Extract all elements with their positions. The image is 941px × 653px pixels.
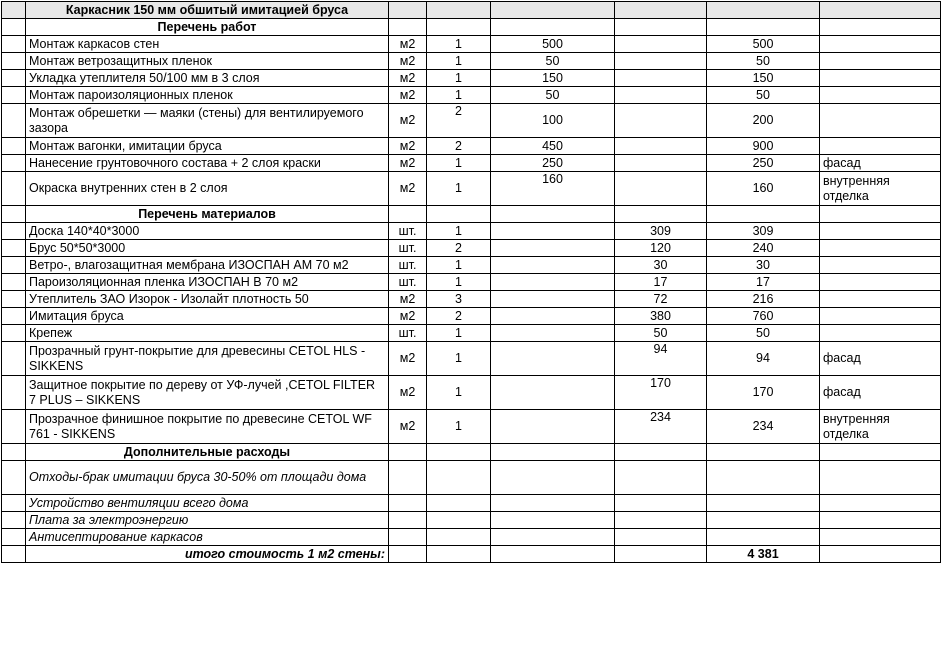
cell[interactable]	[2, 206, 26, 223]
works-row	[2, 70, 941, 87]
materials-name[interactable]: Прозрачное финишное покрытие по древесине CETOL WF 761 - SIKKENS	[26, 410, 389, 444]
cell[interactable]	[491, 342, 615, 376]
cell[interactable]	[491, 291, 615, 308]
materials-qty[interactable]: 2	[427, 240, 491, 257]
works-unit[interactable]: м2	[389, 70, 427, 87]
materials-total[interactable]: 240	[707, 240, 820, 257]
materials-price[interactable]: 120	[615, 240, 707, 257]
works-row	[2, 53, 941, 70]
works-unit[interactable]: м2	[389, 87, 427, 104]
cell[interactable]	[707, 19, 820, 36]
cell[interactable]	[2, 308, 26, 325]
materials-name[interactable]: Брус 50*50*3000	[26, 240, 389, 257]
extra-row	[2, 529, 941, 546]
cell[interactable]	[2, 257, 26, 274]
materials-row	[2, 274, 941, 291]
cell[interactable]	[491, 223, 615, 240]
materials-price[interactable]: 30	[615, 257, 707, 274]
works-unit[interactable]: м2	[389, 155, 427, 172]
works-note[interactable]	[820, 36, 941, 53]
cell[interactable]	[615, 206, 707, 223]
materials-total[interactable]: 94	[707, 342, 820, 376]
materials-unit[interactable]: шт.	[389, 274, 427, 291]
cell[interactable]	[491, 495, 615, 512]
materials-unit[interactable]: м2	[389, 376, 427, 410]
cell[interactable]	[389, 2, 427, 19]
cell[interactable]	[615, 546, 707, 563]
works-name[interactable]: Укладка утеплителя 50/100 мм в 3 слоя	[26, 70, 389, 87]
extra-item[interactable]: Устройство вентиляции всего дома	[26, 495, 389, 512]
materials-note[interactable]: фасад	[820, 376, 941, 410]
works-note[interactable]	[820, 138, 941, 155]
materials-note[interactable]: фасад	[820, 342, 941, 376]
materials-name[interactable]: Крепеж	[26, 325, 389, 342]
cell[interactable]	[427, 495, 491, 512]
works-unit[interactable]: м2	[389, 172, 427, 206]
materials-price[interactable]: 72	[615, 291, 707, 308]
cell[interactable]	[491, 410, 615, 444]
materials-price[interactable]: 50	[615, 325, 707, 342]
materials-qty[interactable]: 1	[427, 223, 491, 240]
section-title-materials[interactable]: Перечень материалов	[26, 206, 389, 223]
materials-note[interactable]	[820, 223, 941, 240]
cell[interactable]	[707, 512, 820, 529]
cell[interactable]	[427, 444, 491, 461]
works-qty[interactable]: 2	[427, 104, 491, 138]
total-row	[2, 546, 941, 563]
materials-name[interactable]: Доска 140*40*3000	[26, 223, 389, 240]
cell[interactable]	[707, 444, 820, 461]
extra-row	[2, 461, 941, 495]
cell[interactable]	[2, 512, 26, 529]
works-price[interactable]: 250	[491, 155, 615, 172]
works-price[interactable]: 160	[491, 172, 615, 206]
materials-note[interactable]	[820, 308, 941, 325]
works-price[interactable]: 500	[491, 36, 615, 53]
works-name[interactable]: Монтаж пароизоляционных пленок	[26, 87, 389, 104]
cell[interactable]	[2, 87, 26, 104]
cell[interactable]	[615, 155, 707, 172]
cell[interactable]	[427, 19, 491, 36]
materials-row	[2, 342, 941, 376]
cell[interactable]	[707, 461, 820, 495]
cell[interactable]	[491, 240, 615, 257]
section-title-works[interactable]: Перечень работ	[26, 19, 389, 36]
extra-item[interactable]: Плата за электроэнергию	[26, 512, 389, 529]
materials-row	[2, 223, 941, 240]
works-total[interactable]: 150	[707, 70, 820, 87]
materials-price[interactable]: 380	[615, 308, 707, 325]
cell[interactable]	[2, 2, 26, 19]
sheet-body	[2, 2, 941, 563]
cell[interactable]	[389, 444, 427, 461]
section-header-works	[2, 19, 941, 36]
cell[interactable]	[615, 529, 707, 546]
works-price[interactable]: 150	[491, 70, 615, 87]
materials-qty[interactable]: 1	[427, 376, 491, 410]
works-row	[2, 138, 941, 155]
cell[interactable]	[2, 529, 26, 546]
cell[interactable]	[2, 70, 26, 87]
materials-unit[interactable]: шт.	[389, 223, 427, 240]
cell[interactable]	[2, 495, 26, 512]
works-unit[interactable]: м2	[389, 36, 427, 53]
materials-total[interactable]: 170	[707, 376, 820, 410]
cell[interactable]	[2, 240, 26, 257]
materials-qty[interactable]: 1	[427, 342, 491, 376]
cell[interactable]	[389, 546, 427, 563]
works-price[interactable]: 450	[491, 138, 615, 155]
works-name[interactable]: Окраска внутренних стен в 2 слоя	[26, 172, 389, 206]
materials-row	[2, 257, 941, 274]
cell[interactable]	[2, 325, 26, 342]
cost-sheet	[1, 1, 941, 563]
materials-total[interactable]: 30	[707, 257, 820, 274]
cell[interactable]	[2, 342, 26, 376]
extra-row	[2, 495, 941, 512]
cell[interactable]	[2, 53, 26, 70]
cell[interactable]	[491, 308, 615, 325]
works-total[interactable]: 500	[707, 36, 820, 53]
cell[interactable]	[389, 495, 427, 512]
cell[interactable]	[2, 138, 26, 155]
materials-total[interactable]: 17	[707, 274, 820, 291]
works-note[interactable]	[820, 70, 941, 87]
cell[interactable]	[491, 512, 615, 529]
materials-name[interactable]: Ветро-, влагозащитная мембрана ИЗОСПАН АМ 70 м2	[26, 257, 389, 274]
cell[interactable]	[615, 172, 707, 206]
cell[interactable]	[389, 512, 427, 529]
cell[interactable]	[2, 444, 26, 461]
extra-item[interactable]: Отходы-брак имитации бруса 30-50% от площади дома	[26, 461, 389, 495]
materials-qty[interactable]: 1	[427, 410, 491, 444]
works-price[interactable]: 50	[491, 87, 615, 104]
cell[interactable]	[2, 172, 26, 206]
cell[interactable]	[491, 529, 615, 546]
works-total[interactable]: 160	[707, 172, 820, 206]
cell[interactable]	[491, 206, 615, 223]
cell[interactable]	[615, 2, 707, 19]
materials-price[interactable]: 170	[615, 376, 707, 410]
total-label[interactable]: итого стоимость 1 м2 стены:	[26, 546, 389, 563]
works-qty[interactable]: 1	[427, 155, 491, 172]
cell[interactable]	[615, 512, 707, 529]
works-note[interactable]	[820, 53, 941, 70]
cell[interactable]	[2, 19, 26, 36]
cell[interactable]	[615, 70, 707, 87]
materials-unit[interactable]: м2	[389, 342, 427, 376]
works-note[interactable]: фасад	[820, 155, 941, 172]
title-row	[2, 2, 941, 19]
cell[interactable]	[2, 376, 26, 410]
works-row	[2, 155, 941, 172]
works-unit[interactable]: м2	[389, 53, 427, 70]
cell[interactable]	[615, 87, 707, 104]
section-header-materials	[2, 206, 941, 223]
section-title-extra[interactable]: Дополнительные расходы	[26, 444, 389, 461]
cell[interactable]	[707, 495, 820, 512]
materials-unit[interactable]: м2	[389, 291, 427, 308]
materials-price[interactable]: 309	[615, 223, 707, 240]
cell[interactable]	[491, 444, 615, 461]
works-name[interactable]: Монтаж вагонки, имитации бруса	[26, 138, 389, 155]
cell[interactable]	[491, 376, 615, 410]
works-name[interactable]: Нанесение грунтовочного состава + 2 слоя краски	[26, 155, 389, 172]
works-row	[2, 87, 941, 104]
works-price[interactable]: 100	[491, 104, 615, 138]
materials-unit[interactable]: шт.	[389, 240, 427, 257]
materials-unit[interactable]: м2	[389, 308, 427, 325]
materials-note[interactable]: внутренняя отделка	[820, 410, 941, 444]
cell[interactable]	[2, 410, 26, 444]
cell[interactable]	[707, 206, 820, 223]
works-qty[interactable]: 1	[427, 53, 491, 70]
materials-qty[interactable]: 1	[427, 257, 491, 274]
cell[interactable]	[820, 546, 941, 563]
materials-name[interactable]: Имитация бруса	[26, 308, 389, 325]
materials-name[interactable]: Прозрачный грунт-покрытие для древесины CETOL HLS - SIKKENS	[26, 342, 389, 376]
cell[interactable]	[2, 461, 26, 495]
cell[interactable]	[615, 19, 707, 36]
cell[interactable]	[491, 461, 615, 495]
cell[interactable]	[389, 19, 427, 36]
works-qty[interactable]: 1	[427, 70, 491, 87]
cell[interactable]	[491, 19, 615, 36]
works-unit[interactable]: м2	[389, 138, 427, 155]
cell[interactable]	[2, 155, 26, 172]
cell[interactable]	[427, 529, 491, 546]
works-price[interactable]: 50	[491, 53, 615, 70]
cell[interactable]	[615, 36, 707, 53]
works-name[interactable]: Монтаж каркасов стен	[26, 36, 389, 53]
materials-name[interactable]: Защитное покрытие по дереву от УФ-лучей ,CETOL FILTER 7 PLUS – SIKKENS	[26, 376, 389, 410]
cell[interactable]	[820, 495, 941, 512]
cell[interactable]	[2, 223, 26, 240]
materials-note[interactable]	[820, 291, 941, 308]
works-qty[interactable]: 1	[427, 36, 491, 53]
materials-total[interactable]: 50	[707, 325, 820, 342]
cell[interactable]	[615, 495, 707, 512]
works-total[interactable]: 200	[707, 104, 820, 138]
cell[interactable]	[707, 529, 820, 546]
cell[interactable]	[615, 461, 707, 495]
works-total[interactable]: 50	[707, 87, 820, 104]
materials-unit[interactable]: шт.	[389, 325, 427, 342]
cell[interactable]	[491, 325, 615, 342]
materials-row	[2, 308, 941, 325]
works-qty[interactable]: 1	[427, 87, 491, 104]
works-unit[interactable]: м2	[389, 104, 427, 138]
works-total[interactable]: 50	[707, 53, 820, 70]
materials-row	[2, 410, 941, 444]
materials-price[interactable]: 94	[615, 342, 707, 376]
materials-total[interactable]: 309	[707, 223, 820, 240]
cell[interactable]	[820, 2, 941, 19]
cell[interactable]	[2, 104, 26, 138]
cell[interactable]	[615, 53, 707, 70]
materials-row	[2, 325, 941, 342]
materials-note[interactable]	[820, 257, 941, 274]
materials-total[interactable]: 216	[707, 291, 820, 308]
cell[interactable]	[707, 2, 820, 19]
materials-price[interactable]: 17	[615, 274, 707, 291]
cell[interactable]	[2, 274, 26, 291]
extra-item[interactable]: Антисептирование каркасов	[26, 529, 389, 546]
works-row	[2, 104, 941, 138]
cell[interactable]	[427, 206, 491, 223]
cell[interactable]	[615, 444, 707, 461]
cell[interactable]	[2, 291, 26, 308]
materials-row	[2, 240, 941, 257]
works-row	[2, 36, 941, 53]
cell[interactable]	[820, 19, 941, 36]
cell[interactable]	[427, 512, 491, 529]
materials-unit[interactable]: м2	[389, 410, 427, 444]
section-header-extra	[2, 444, 941, 461]
materials-note[interactable]	[820, 274, 941, 291]
materials-qty[interactable]: 3	[427, 291, 491, 308]
materials-name[interactable]: Пароизоляционная пленка ИЗОСПАН В 70 м2	[26, 274, 389, 291]
cell[interactable]	[491, 546, 615, 563]
materials-qty[interactable]: 2	[427, 308, 491, 325]
cell[interactable]	[427, 461, 491, 495]
cell[interactable]	[820, 461, 941, 495]
works-row	[2, 172, 941, 206]
materials-price[interactable]: 234	[615, 410, 707, 444]
works-name[interactable]: Монтаж обрешетки — маяки (стены) для вентилируемого зазора	[26, 104, 389, 138]
materials-qty[interactable]: 1	[427, 325, 491, 342]
materials-row	[2, 376, 941, 410]
cell[interactable]	[615, 138, 707, 155]
cell[interactable]	[491, 2, 615, 19]
cell[interactable]	[389, 206, 427, 223]
works-note[interactable]	[820, 104, 941, 138]
cell[interactable]	[491, 257, 615, 274]
cell[interactable]	[389, 461, 427, 495]
cell[interactable]	[491, 274, 615, 291]
works-note[interactable]	[820, 87, 941, 104]
cell[interactable]	[427, 2, 491, 19]
works-name[interactable]: Монтаж ветрозащитных пленок	[26, 53, 389, 70]
total-value[interactable]: 4 381	[707, 546, 820, 563]
materials-total[interactable]: 760	[707, 308, 820, 325]
materials-unit[interactable]: шт.	[389, 257, 427, 274]
works-total[interactable]: 250	[707, 155, 820, 172]
materials-note[interactable]	[820, 325, 941, 342]
cell[interactable]	[389, 529, 427, 546]
cell[interactable]	[2, 36, 26, 53]
works-qty[interactable]: 2	[427, 138, 491, 155]
cell[interactable]	[820, 444, 941, 461]
cell[interactable]	[2, 546, 26, 563]
materials-row	[2, 291, 941, 308]
sheet-title[interactable]: Каркасник 150 мм обшитый имитацией бруса	[26, 2, 389, 19]
materials-total[interactable]: 234	[707, 410, 820, 444]
materials-name[interactable]: Утеплитель ЗАО Изорок - Изолайт плотность 50	[26, 291, 389, 308]
cell[interactable]	[820, 206, 941, 223]
cell[interactable]	[820, 512, 941, 529]
works-note[interactable]: внутренняя отделка	[820, 172, 941, 206]
extra-row	[2, 512, 941, 529]
materials-note[interactable]	[820, 240, 941, 257]
cell[interactable]	[615, 104, 707, 138]
materials-qty[interactable]: 1	[427, 274, 491, 291]
works-qty[interactable]: 1	[427, 172, 491, 206]
cell[interactable]	[820, 529, 941, 546]
works-total[interactable]: 900	[707, 138, 820, 155]
cell[interactable]	[427, 546, 491, 563]
